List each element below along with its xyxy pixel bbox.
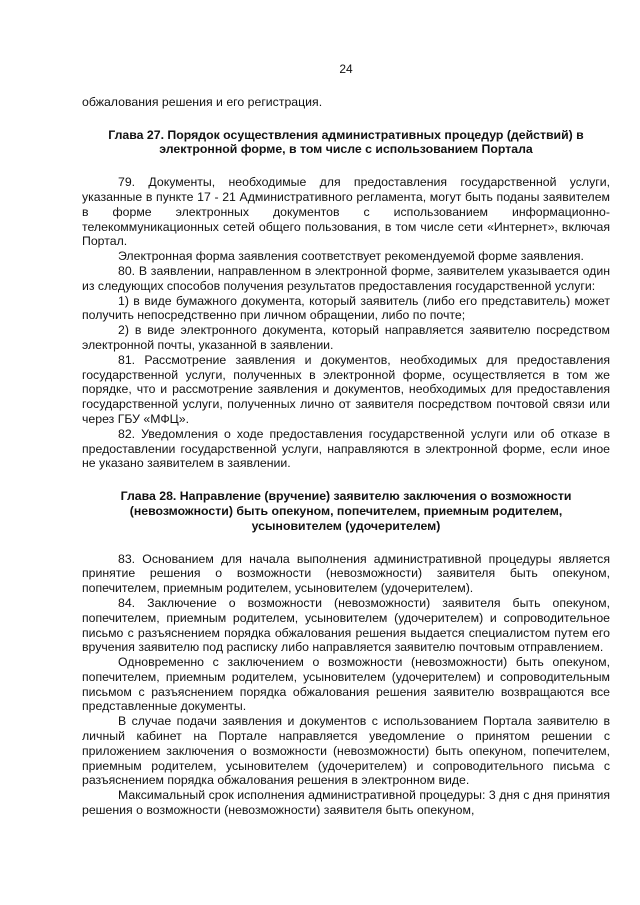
paragraph-portal-notice: В случае подачи заявления и документов с использованием Портала заявителю в личный кабинет на Портале направляется уведомление о принятом решении с приложением заключения о возможности (невозможности) быть опекуном, попечителем, приемным родителем, усыновителем (удочерителем) и сопроводительного письма с разъяснением порядка обжалования решения в электронном виде.: [82, 714, 610, 788]
paragraph-80: 80. В заявлении, направленном в электронной форме, заявителем указывается один из следующих способов получения результатов предоставления государственной услуги:: [82, 263, 610, 293]
page-number: 24: [339, 62, 353, 76]
paragraph-81: 81. Рассмотрение заявления и документов, необходимых для предоставления государственной услуги, полученных в электронной форме, осуществляется в том же порядке, что и рассмотрение заявления и документов, необходимых для предоставления государственной услуги, полученных лично от заявителя посредством почтовой связи или через ГБУ «МФЦ».: [82, 352, 610, 426]
paragraph-max-term: Максимальный срок исполнения административной процедуры: 3 дня с дня принятия решения о возможности (невозможности) заявителя быть опекуном,: [82, 788, 610, 818]
paragraph-80-option-2: 2) в виде электронного документа, который направляется заявителю посредством электронной почты, указанной в заявлении.: [82, 323, 610, 352]
paragraph-80-option-1: 1) в виде бумажного документа, который заявитель (либо его представитель) может получить непосредственно при личном обращении, либо по почте;: [82, 293, 610, 323]
lead-line: обжалования решения и его регистрация.: [82, 94, 323, 109]
chapter-28-title: Глава 28. Направление (вручение) заявителю заключения о возможности (невозможности) быть опекуном, попечителем, приемным родителем, усыновителем (удочерителем): [120, 489, 572, 533]
paragraph-83: 83. Основанием для начала выполнения административной процедуры является принятие решения о возможности (невозможности) заявителя быть опекуном, попечителем, приемным родителем, усыновителем (удочерителем).: [82, 551, 610, 596]
paragraph-82: 82. Уведомления о ходе предоставления государственной услуги или об отказе в предоставлении государственной услуги, направляются в электронной форме, если иное не указано заявителем в заявлении.: [82, 426, 610, 471]
chapter-27-title: Глава 27. Порядок осуществления административных процедур (действий) в электронной форме, в том числе с использованием Портала: [108, 127, 584, 157]
paragraph-form-note: Электронная форма заявления соответствует рекомендуемой форме заявления.: [118, 249, 584, 264]
paragraph-79: 79. Документы, необходимые для предоставления государственной услуги, указанные в пункте 17 - 21 Административного регламента, могут быть поданы заявителем в форме электронных документов с использованием информационно-телекоммуникационных сетей общего пользования, в том числе сети «Интернет», включая Портал.: [82, 175, 610, 249]
paragraph-return-docs: Одновременно с заключением о возможности (невозможности) быть опекуном, попечителем, приемным родителем, усыновителем (удочерителем) и сопроводительным письмом с разъяснением порядка обжалования решения заявителю возвращаются все представленные документы.: [82, 655, 610, 714]
paragraph-84: 84. Заключение о возможности (невозможности) заявителя быть опекуном, попечителем, приемным родителем, усыновителем (удочерителем) и сопроводительное письмо с разъяснением порядка обжалования решения выдается специалистом путем его вручения заявителю под расписку либо направляется заявителю почтовым отправлением.: [82, 595, 610, 655]
